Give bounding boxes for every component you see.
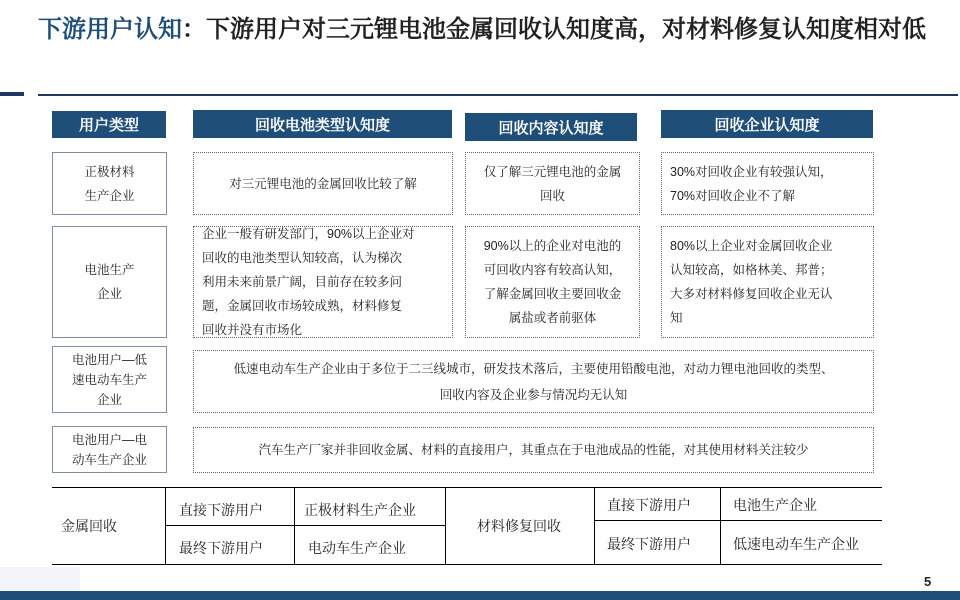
material-final-value: 低速电动车生产企业: [733, 536, 859, 552]
row-battery-enterprise: 80%以上企业对金属回收企业 认知较高，如格林美、邦普； 大多对材料修复回收企业无认 知: [661, 226, 874, 338]
row-battery-content: 90%以上的企业对电池的 可回收内容有较高认知， 了解金属回收主要回收金 属盐或者前驱体: [465, 226, 640, 338]
table-vline-4: [594, 487, 595, 565]
header-battery-type: 回收电池类型认知度: [193, 110, 452, 138]
corner-shade: [0, 567, 80, 591]
row-battery-type: 电池生产 企业: [52, 226, 167, 338]
row-lowspeed-desc: 低速电动车生产企业由于多位于二三线城市，研发技术落后，主要使用铅酸电池，对动力锂电池回收的类型、 回收内容及企业参与情况均无认知: [193, 350, 874, 413]
row-cathode-content: 仅了解三元锂电池的金属 回收: [465, 152, 640, 215]
table-vline-1: [165, 487, 166, 565]
table-mid-line-left: [165, 525, 445, 526]
header-content: 回收内容认知度: [465, 113, 637, 141]
title-rule-accent: [0, 92, 24, 96]
table-vline-3: [445, 487, 446, 565]
row-lowspeed-type: 电池用户—低 速电动车生产 企业: [52, 346, 167, 413]
table-vline-5: [720, 487, 721, 565]
title-highlight: 下游用户认知: [38, 16, 182, 43]
row-cathode-enterprise: 30%对回收企业有较强认知， 70%对回收企业不了解: [661, 152, 874, 215]
table-mid-line-right: [594, 520, 882, 521]
page-number: 5: [924, 574, 932, 589]
row-cathode-type: 正极材料 生产企业: [52, 152, 167, 215]
page-title: [38, 14, 953, 46]
metal-direct-label: 直接下游用户: [179, 502, 263, 518]
row-ev-type: 电池用户—电 动车生产企业: [52, 426, 167, 473]
summary-table: [52, 487, 882, 565]
table-top-border: [52, 487, 882, 488]
row-ev-desc: 汽车生产厂家并非回收金属、材料的直接用户，其重点在于电池成品的性能，对其使用材料关注较少: [193, 427, 874, 473]
row-battery-battery-type: 企业一般有研发部门，90%以上企业对 回收的电池类型认知较高，认为梯次 利用未来前景广阔，目前存在较多问 题，金属回收市场较成熟，材料修复 回收并没有市场化: [193, 226, 453, 338]
header-enterprise: 回收企业认知度: [661, 110, 873, 138]
metal-direct-value: 正极材料生产企业: [304, 502, 416, 518]
title-rest: ：下游用户对三元锂电池金属回收认知度高，对材料修复认知度相对低: [182, 16, 926, 43]
header-user-type: 用户类型: [52, 111, 166, 138]
title-rule: [38, 94, 958, 96]
table-bottom-border: [52, 564, 882, 565]
table-vline-2: [294, 487, 295, 565]
metal-final-value: 电动车生产企业: [308, 540, 406, 556]
material-recycle-label: 材料修复回收: [477, 518, 561, 534]
material-final-label: 最终下游用户: [607, 536, 691, 552]
row-cathode-battery-type: 对三元锂电池的金属回收比较了解: [193, 152, 453, 215]
material-direct-value: 电池生产企业: [733, 497, 817, 513]
metal-recycle-label: 金属回收: [61, 518, 117, 534]
metal-final-label: 最终下游用户: [179, 540, 263, 556]
material-direct-label: 直接下游用户: [607, 497, 691, 513]
footer-bar: [0, 591, 960, 600]
